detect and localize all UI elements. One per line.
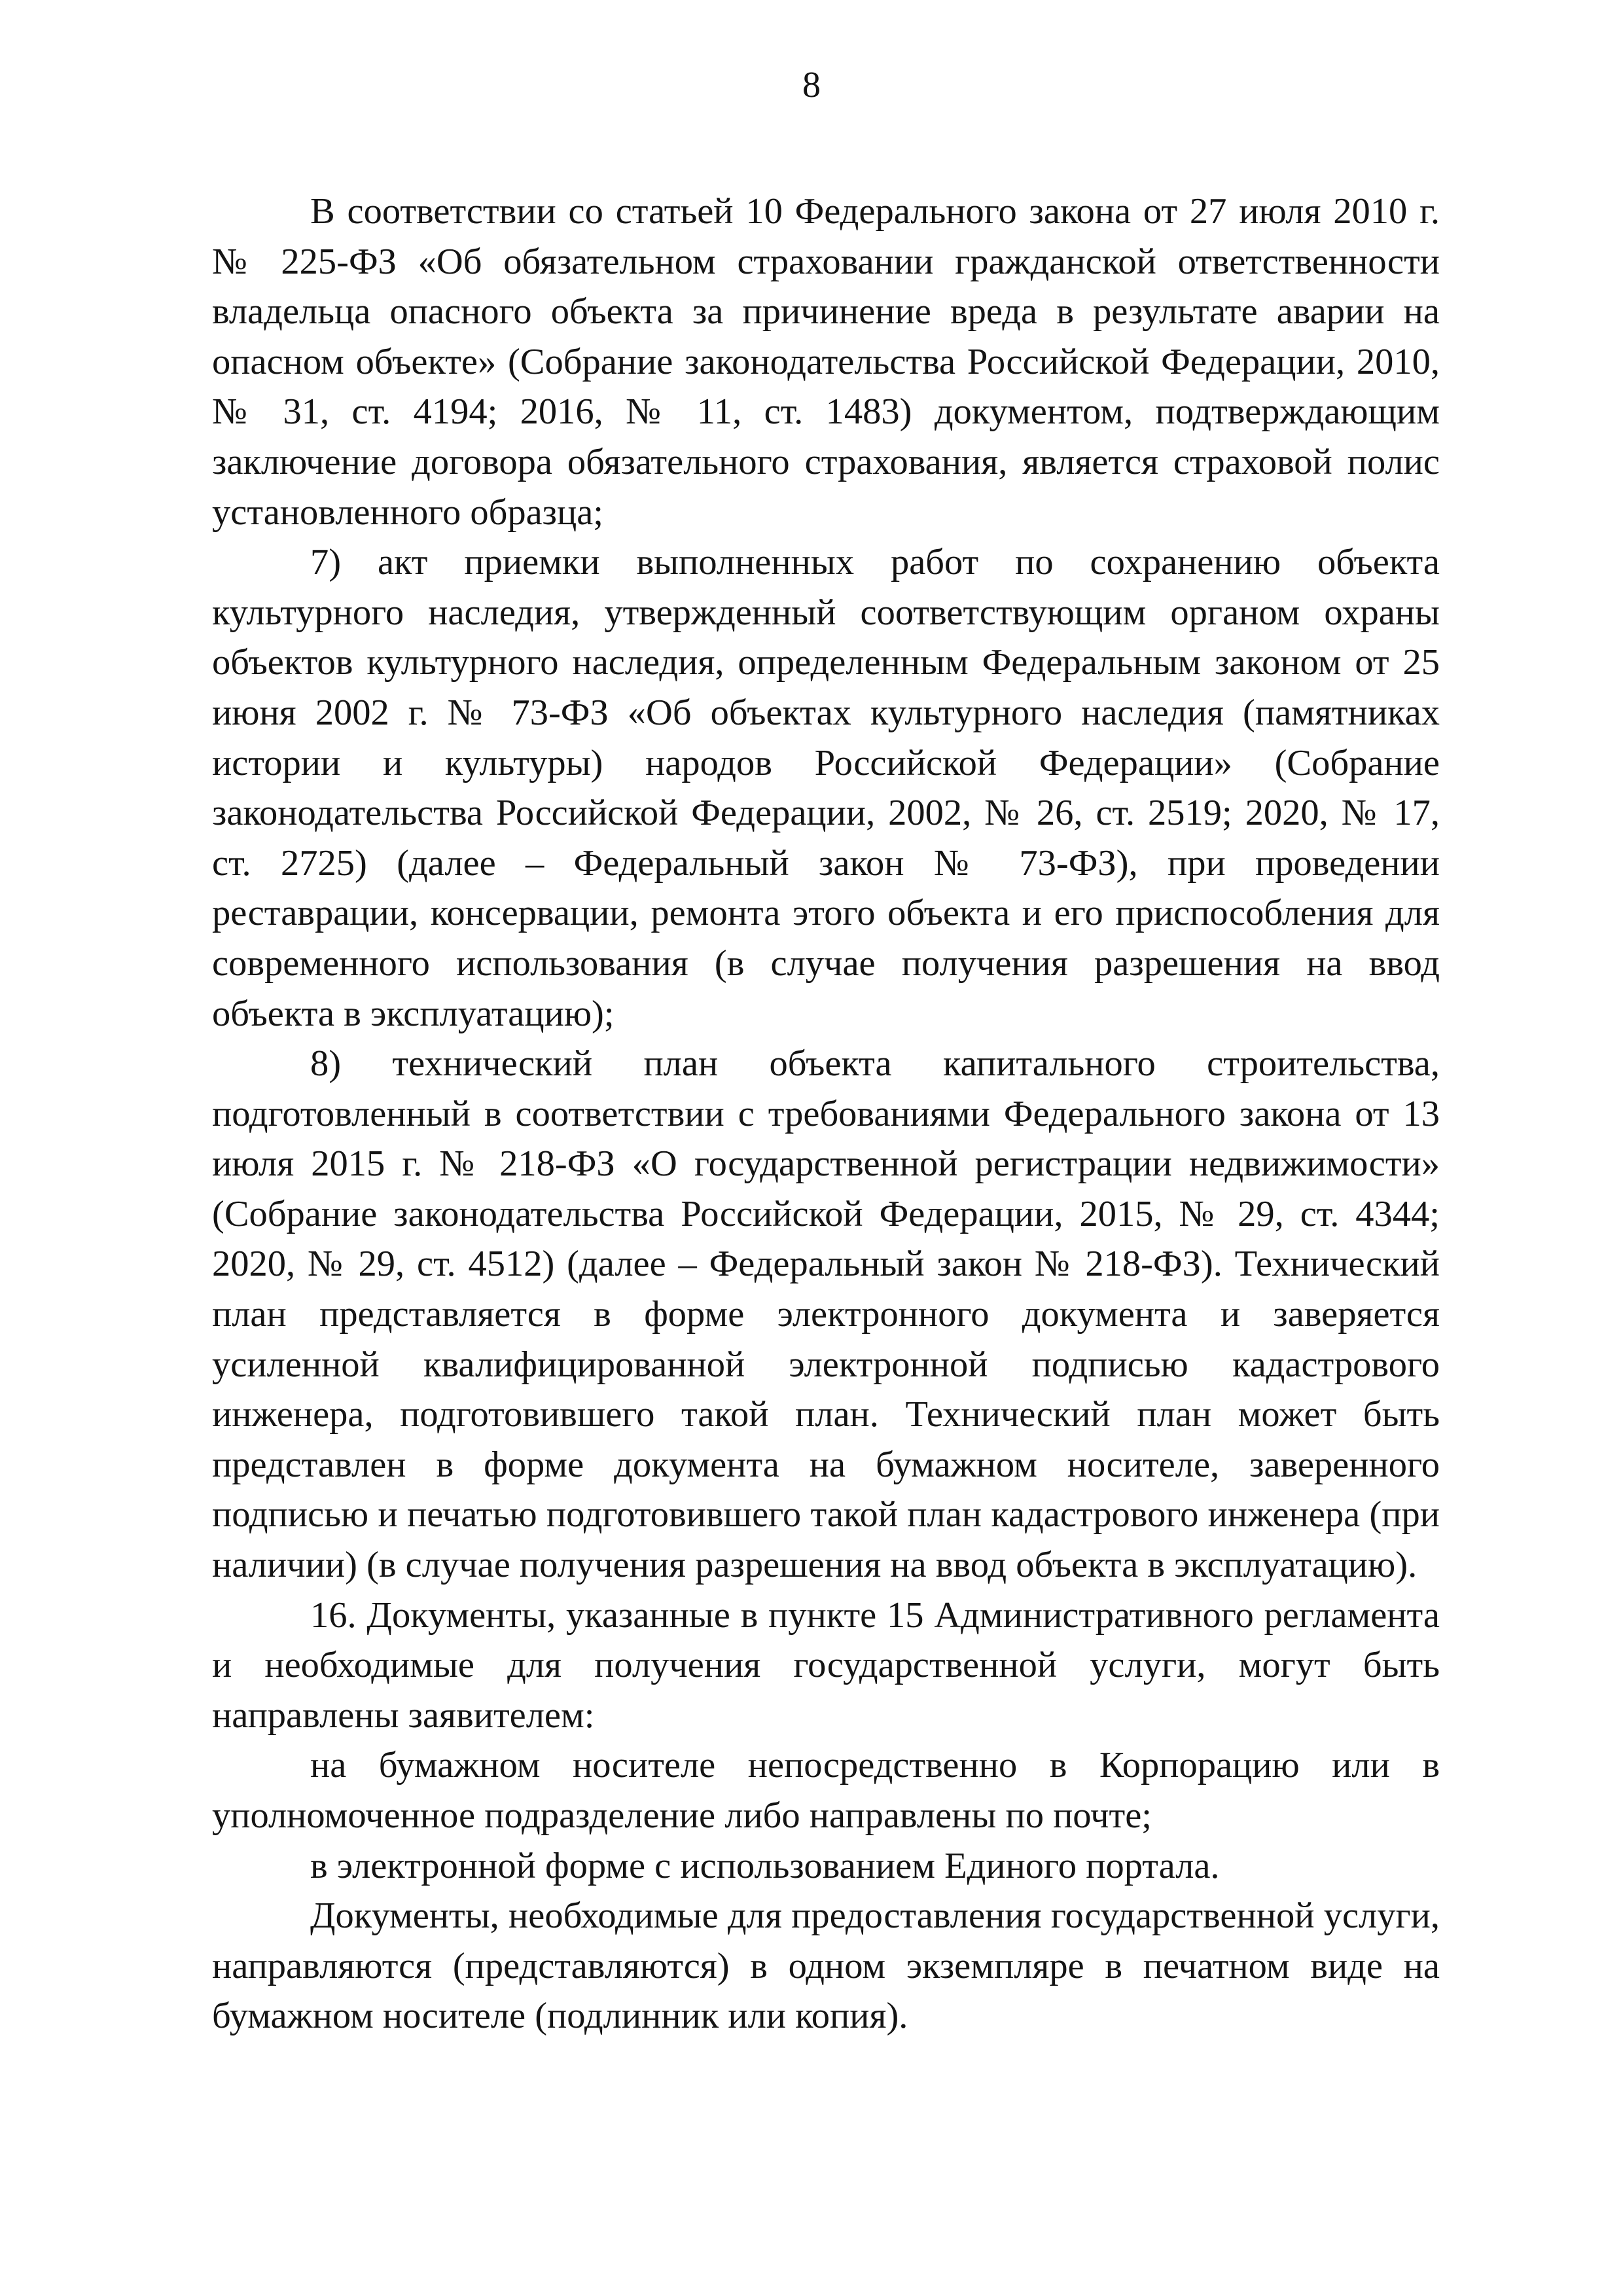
paragraph-electronic-submission: в электронной форме с использованием Единого портала.: [310, 1845, 1220, 1886]
paragraph-insurance-policy: В соответствии со статьей 10 Федерального закона от 27 июля 2010 г. № 225-ФЗ «Об обязательном страховании гражданской ответственности владельца опасного объекта за причинение вреда в результате аварии на опасном объекте» (Собрание законодательства Российской Федерации, 2010, № 31, ст. 4194; 2016, № 11, ст. 1483) документом, подтверждающим заключение договора обязательного страхования, является страховой полис установленного образца;: [212, 191, 1440, 533]
paragraph-16-documents-submission: 16. Документы, указанные в пункте 15 Административного регламента и необходимые для получения государственной услуги, могут быть направлены заявителем:: [212, 1594, 1440, 1736]
paragraph-item-7-acceptance-act: 7) акт приемки выполненных работ по сохранению объекта культурного наследия, утвержденный соответствующим органом охраны объектов культурного наследия, определенным Федеральным законом от 25 июня 2002 г. № 73-ФЗ «Об объектах культурного наследия (памятниках истории и культуры) народов Российской Федерации» (Собрание законодательства Российской Федерации, 2002, № 26, ст. 2519; 2020, № 17, ст. 2725) (далее – Федеральный закон № 73-ФЗ), при проведении реставрации, консервации, ремонта этого объекта и его приспособления для современного использования (в случае получения разрешения на ввод объекта в эксплуатацию);: [212, 542, 1440, 1034]
document-body: [212, 187, 1440, 2041]
paragraph-paper-submission: на бумажном носителе непосредственно в Корпорацию или в уполномоченное подразделение либо направлены по почте;: [212, 1745, 1440, 1836]
page-number: 8: [802, 65, 821, 105]
paragraph-single-copy: Документы, необходимые для предоставления государственной услуги, направляются (представляются) в одном экземпляре в печатном виде на бумажном носителе (подлинник или копия).: [212, 1895, 1440, 2037]
paragraph-item-8-technical-plan: 8) технический план объекта капитального строительства, подготовленный в соответствии с требованиями Федерального закона от 13 июля 2015 г. № 218-ФЗ «О государственной регистрации недвижимости» (Собрание законодательства Российской Федерации, 2015, № 29, ст. 4344; 2020, № 29, ст. 4512) (далее – Федеральный закон № 218-ФЗ). Технический план представляется в форме электронного документа и заверяется усиленной квалифицированной электронной подписью кадастрового инженера, подготовившего такой план. Технический план может быть представлен в форме документа на бумажном носителе, заверенного подписью и печатью подготовившего такой план кадастрового инженера (при наличии) (в случае получения разрешения на ввод объекта в эксплуатацию).: [212, 1043, 1440, 1586]
